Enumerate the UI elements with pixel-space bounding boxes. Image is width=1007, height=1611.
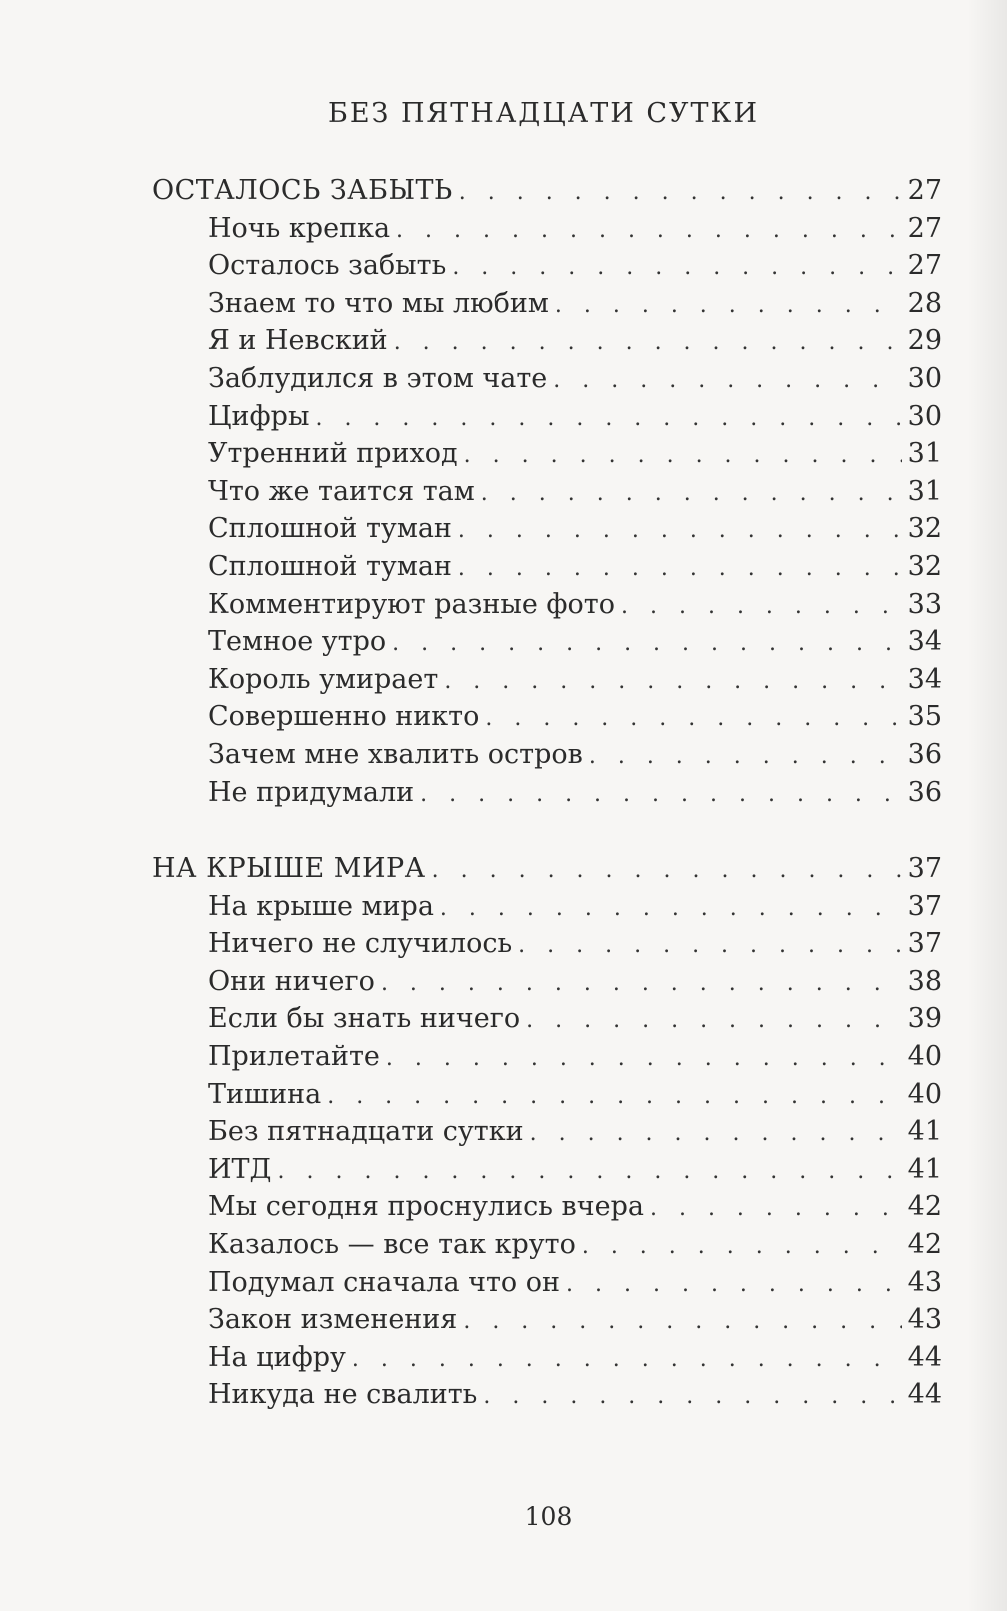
toc-entry-title: Никуда не свалить — [208, 1379, 478, 1411]
toc-entry — [208, 774, 942, 812]
toc-entry-title: Подумал сначала что он — [208, 1266, 561, 1298]
toc-entry-title: Закон изменения — [208, 1304, 458, 1336]
toc-entry-title: Король умирает — [208, 663, 439, 695]
toc-entry-title: На крыше мира — [208, 890, 434, 922]
dot-leader — [396, 212, 902, 250]
toc-entry — [208, 473, 942, 511]
dot-leader — [530, 1115, 902, 1153]
toc-entry-title: Тишина — [208, 1078, 322, 1110]
toc-entry — [208, 698, 942, 736]
dot-leader — [621, 588, 902, 626]
toc-entry-title: Осталось забыть — [208, 250, 447, 282]
toc-entry — [208, 548, 942, 586]
toc-entry-page: 36 — [907, 776, 942, 808]
dot-leader — [566, 1266, 902, 1304]
toc-section-heading — [152, 172, 942, 210]
toc-entry — [208, 1339, 942, 1377]
dot-leader — [483, 1378, 901, 1416]
toc-entry-title: Ночь крепка — [208, 212, 391, 244]
toc-section-heading — [152, 850, 942, 888]
toc-entry-title: Цифры — [208, 400, 310, 432]
dot-leader — [452, 249, 901, 287]
dot-leader — [650, 1190, 902, 1228]
toc-entry-page: 32 — [907, 551, 942, 582]
toc-entry-page: 42 — [907, 1229, 942, 1260]
toc-entry-page: 37 — [907, 928, 942, 960]
toc-entry-page: 43 — [907, 1304, 942, 1336]
toc-entry — [208, 623, 942, 661]
toc-entry-page: 31 — [907, 475, 942, 507]
toc-entry-page: 44 — [907, 1341, 942, 1373]
toc-entry-title: Знаем то что мы любим — [208, 287, 549, 319]
dot-leader — [458, 550, 902, 588]
toc-entry-page: 36 — [907, 739, 942, 770]
toc-entry-title: ИТД — [208, 1153, 272, 1185]
dot-leader — [459, 174, 902, 212]
toc-entry-title: Комментируют разные фото — [208, 588, 615, 620]
toc-entry-page: 43 — [907, 1266, 942, 1298]
toc-entry — [208, 210, 942, 248]
dot-leader — [352, 1341, 902, 1379]
toc-entry — [208, 360, 942, 398]
toc-entry — [208, 925, 942, 963]
toc-entry-title: Они ничего — [208, 965, 375, 997]
toc-entry-title: Если бы знать ничего — [208, 1003, 521, 1035]
toc-entry-title: На цифру — [208, 1341, 346, 1373]
toc-entry-page: 27 — [907, 212, 942, 244]
toc-entry — [208, 322, 942, 360]
running-title: БЕЗ ПЯТНАДЦАТИ СУТКИ — [327, 98, 759, 129]
dot-leader — [526, 1002, 901, 1040]
toc-entry-title: Сплошной туман — [208, 513, 452, 545]
toc-entry-page: 28 — [907, 287, 942, 319]
toc-entry-title: Мы сегодня проснулись вчера — [208, 1191, 644, 1223]
dot-leader — [278, 1153, 902, 1191]
dot-leader — [381, 965, 902, 1003]
toc-section-heading-title: ОСТАЛОСЬ ЗАБЫТЬ — [152, 175, 453, 206]
toc-entry-title: Утренний приход — [208, 438, 458, 470]
toc-entry — [208, 285, 942, 323]
toc-entry — [208, 510, 942, 548]
toc-entry-page: 33 — [907, 588, 942, 620]
toc-entry — [208, 1000, 942, 1038]
toc-entry-page: 42 — [907, 1191, 942, 1223]
dot-leader — [518, 927, 901, 965]
dot-leader — [481, 475, 902, 513]
toc-entry — [208, 661, 942, 699]
toc-entry — [208, 1226, 942, 1264]
toc-entry — [208, 1264, 942, 1302]
toc-entry-page: 41 — [907, 1116, 942, 1148]
dot-leader — [582, 1228, 902, 1266]
dot-leader — [464, 437, 902, 475]
dot-leader — [553, 362, 901, 400]
dot-leader — [327, 1078, 901, 1116]
toc-entry-page: 34 — [907, 626, 942, 658]
toc-entry-title: Без пятнадцати сутки — [208, 1116, 524, 1148]
dot-leader — [394, 324, 902, 362]
toc-entry-page: 40 — [907, 1041, 942, 1072]
toc-entry-page: 27 — [907, 250, 942, 282]
toc-entry-page: 37 — [907, 890, 942, 922]
toc-entry — [208, 1376, 942, 1414]
toc-entry-page: 31 — [907, 438, 942, 470]
toc-entry-page: 32 — [907, 513, 942, 545]
toc-entry — [208, 247, 942, 285]
dot-leader — [440, 890, 902, 928]
toc-entry-page: 38 — [907, 965, 942, 997]
page-number: 108 — [524, 1502, 573, 1531]
toc-entry-page: 30 — [907, 363, 942, 394]
toc-entry — [208, 1188, 942, 1226]
dot-leader — [444, 663, 901, 701]
dot-leader — [555, 287, 902, 325]
toc-entry-title: Ничего не случилось — [208, 928, 513, 960]
toc-entry — [208, 435, 942, 473]
toc-entry — [208, 1113, 942, 1151]
dot-leader — [386, 1040, 902, 1078]
toc-entry-title: Совершенно никто — [208, 701, 480, 733]
toc-entry — [208, 586, 942, 624]
dot-leader — [432, 852, 902, 890]
toc-entry — [208, 1301, 942, 1339]
toc-entry-page: 35 — [907, 701, 942, 733]
toc-entry — [208, 1038, 942, 1076]
toc-entry — [208, 1151, 942, 1189]
dot-leader — [420, 776, 902, 814]
toc-entry-title: Сплошной туман — [208, 551, 452, 582]
toc-section-heading-title: НА КРЫШЕ МИРА — [152, 853, 426, 884]
dot-leader — [315, 400, 901, 438]
page-edge-shadow — [967, 0, 1007, 1611]
toc-entry-page: 29 — [907, 325, 942, 357]
toc-entry-title: Что же таится там — [208, 475, 475, 507]
toc-entry-page: 44 — [907, 1379, 942, 1411]
dot-leader — [463, 1303, 901, 1341]
toc-entry — [208, 888, 942, 926]
toc-entry-page: 41 — [907, 1153, 942, 1185]
dot-leader — [589, 738, 902, 776]
dot-leader — [392, 625, 901, 663]
toc-entry-page: 30 — [907, 400, 942, 432]
toc-entry-page: 40 — [907, 1078, 942, 1110]
toc-entry-title: Я и Невский — [208, 325, 388, 357]
toc-entry — [208, 963, 942, 1001]
toc-entry-title: Зачем мне хвалить остров — [208, 739, 583, 770]
toc-entry-title: Казалось — все так круто — [208, 1229, 576, 1260]
toc-entry-title: Прилетайте — [208, 1041, 380, 1072]
toc-section-heading-page: 27 — [907, 175, 942, 206]
dot-leader — [458, 512, 902, 550]
toc-entry — [208, 736, 942, 774]
toc-entry-title: Темное утро — [208, 626, 387, 658]
toc-entry — [208, 398, 942, 436]
toc-section-heading-page: 37 — [907, 853, 942, 884]
toc-entry-title: Не придумали — [208, 776, 415, 808]
toc-entry-title: Заблудился в этом чате — [208, 363, 548, 394]
dot-leader — [485, 700, 901, 738]
toc-entry — [208, 1076, 942, 1114]
toc-entry-page: 34 — [907, 663, 942, 695]
toc-entry-page: 39 — [907, 1003, 942, 1035]
